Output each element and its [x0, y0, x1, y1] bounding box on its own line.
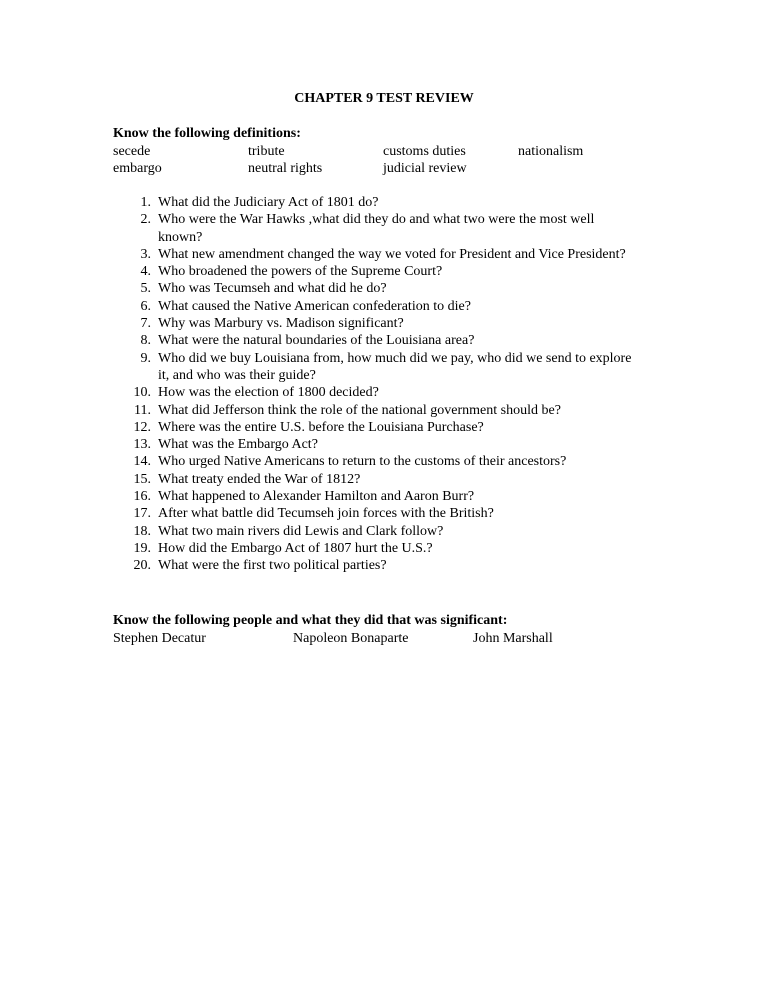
question-text: Why was Marbury vs. Madison significant?	[158, 316, 404, 332]
question-text: Who were the War Hawks ,what did they do and what two were the most well known?	[158, 212, 595, 245]
question-number: 19.	[133, 540, 151, 556]
question-number: 9.	[140, 350, 151, 366]
question-item	[113, 315, 633, 332]
question-number: 18.	[133, 523, 151, 539]
question-number: 14.	[133, 454, 151, 470]
question-number: 17.	[133, 506, 151, 522]
question-item	[113, 436, 633, 453]
question-list	[113, 194, 633, 575]
question-text: What happened to Alexander Hamilton and Aaron Burr?	[158, 489, 475, 505]
question-number: 12.	[133, 419, 151, 435]
question-number: 5.	[140, 281, 151, 297]
question-number: 4.	[140, 264, 151, 280]
question-item	[113, 505, 633, 522]
question-text: Where was the entire U.S. before the Louisiana Purchase?	[158, 419, 484, 435]
question-item	[113, 263, 633, 280]
question-item	[113, 453, 633, 470]
question-text: After what battle did Tecumseh join forces with the British?	[158, 506, 494, 522]
question-text: What were the natural boundaries of the Louisiana area?	[158, 333, 475, 349]
question-number: 10.	[133, 385, 151, 401]
question-text: How did the Embargo Act of 1807 hurt the U.S.?	[158, 540, 433, 556]
people-heading: Know the following people and what they did that was significant:	[113, 613, 508, 628]
question-item	[113, 419, 633, 436]
question-item	[113, 298, 633, 315]
definition-term: secede	[113, 144, 151, 159]
question-text: Who urged Native Americans to return to the customs of their ancestors?	[158, 454, 567, 470]
question-number: 13.	[133, 437, 151, 453]
person-name: John Marshall	[473, 631, 553, 646]
question-number: 11.	[134, 402, 151, 418]
question-number: 3.	[140, 246, 151, 262]
question-item	[113, 332, 633, 349]
question-item	[113, 488, 633, 505]
question-item	[113, 246, 633, 263]
question-item	[113, 194, 633, 211]
question-text: What were the first two political parties?	[158, 558, 387, 574]
question-item	[113, 350, 633, 385]
question-text: What did Jefferson think the role of the national government should be?	[158, 402, 561, 418]
definition-term: tribute	[248, 144, 285, 159]
definitions-heading: Know the following definitions:	[113, 126, 301, 141]
question-text: What caused the Native American confederation to die?	[158, 298, 471, 314]
question-number: 6.	[140, 298, 151, 314]
question-item	[113, 280, 633, 297]
question-item	[113, 540, 633, 557]
question-text: How was the election of 1800 decided?	[158, 385, 379, 401]
question-text: What new amendment changed the way we voted for President and Vice President?	[158, 246, 626, 262]
question-text: What two main rivers did Lewis and Clark follow?	[158, 523, 444, 539]
question-number: 15.	[133, 471, 151, 487]
question-number: 20.	[133, 558, 151, 574]
question-number: 8.	[140, 333, 151, 349]
page-title: CHAPTER 9 TEST REVIEW	[294, 91, 474, 106]
question-item	[113, 402, 633, 419]
definition-term: embargo	[113, 161, 162, 176]
definition-term: neutral rights	[248, 161, 323, 176]
question-text: What did the Judiciary Act of 1801 do?	[158, 195, 379, 210]
definition-term: judicial review	[383, 161, 467, 176]
question-number: 7.	[140, 316, 151, 332]
question-number: 1.	[140, 195, 151, 210]
question-item	[113, 384, 633, 401]
question-number: 2.	[140, 212, 151, 228]
definition-term: customs duties	[383, 144, 466, 159]
question-item	[113, 557, 633, 574]
question-number: 16.	[133, 489, 151, 505]
question-item	[113, 523, 633, 540]
question-text: What was the Embargo Act?	[158, 437, 318, 453]
person-name: Napoleon Bonaparte	[293, 631, 409, 646]
question-item	[113, 211, 633, 246]
question-text: What treaty ended the War of 1812?	[158, 471, 361, 487]
question-item	[113, 471, 633, 488]
question-text: Who did we buy Louisiana from, how much did we pay, who did we send to explore it, and who was their guide?	[158, 350, 632, 383]
question-text: Who was Tecumseh and what did he do?	[158, 281, 387, 297]
question-text: Who broadened the powers of the Supreme Court?	[158, 264, 443, 280]
person-name: Stephen Decatur	[113, 631, 206, 646]
definition-term: nationalism	[518, 144, 584, 159]
